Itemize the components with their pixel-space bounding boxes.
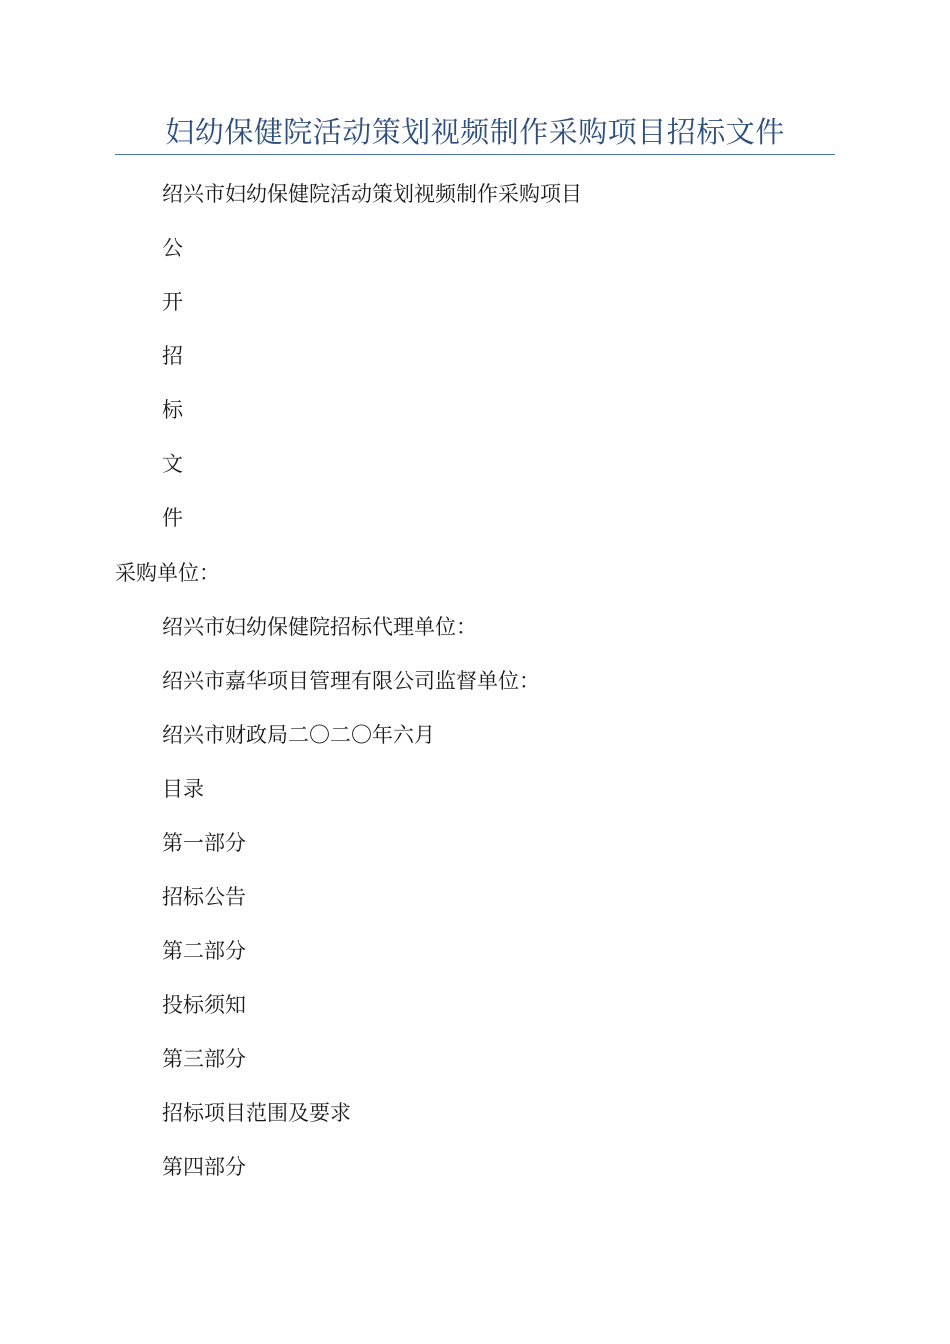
paragraph-part-two: 第二部分 [162, 939, 246, 963]
paragraph-gong: 公 [162, 236, 183, 260]
title-underline [115, 154, 835, 155]
paragraph-bidder-instructions: 投标须知 [162, 993, 246, 1017]
paragraph-toc-heading: 目录 [162, 777, 204, 801]
paragraph-tender-notice: 招标公告 [162, 885, 246, 909]
paragraph-supervisor-date: 绍兴市财政局二〇二〇年六月 [162, 723, 435, 747]
paragraph-zhao: 招 [162, 344, 183, 368]
paragraph-project-name: 绍兴市妇幼保健院活动策划视频制作采购项目 [162, 182, 582, 206]
paragraph-biao: 标 [162, 398, 183, 422]
paragraph-jian: 件 [162, 506, 183, 530]
paragraph-agent-supervisor: 绍兴市嘉华项目管理有限公司监督单位： [162, 669, 540, 693]
paragraph-part-four: 第四部分 [162, 1155, 246, 1179]
paragraph-purchaser-agent: 绍兴市妇幼保健院招标代理单位： [162, 615, 477, 639]
paragraph-purchaser-label: 采购单位： [115, 561, 220, 585]
paragraph-kai: 开 [162, 290, 183, 314]
page-title: 妇幼保健院活动策划视频制作采购项目招标文件 [165, 115, 785, 149]
paragraph-wen: 文 [162, 452, 183, 476]
paragraph-scope-requirements: 招标项目范围及要求 [162, 1101, 351, 1125]
paragraph-part-three: 第三部分 [162, 1047, 246, 1071]
paragraph-part-one: 第一部分 [162, 831, 246, 855]
